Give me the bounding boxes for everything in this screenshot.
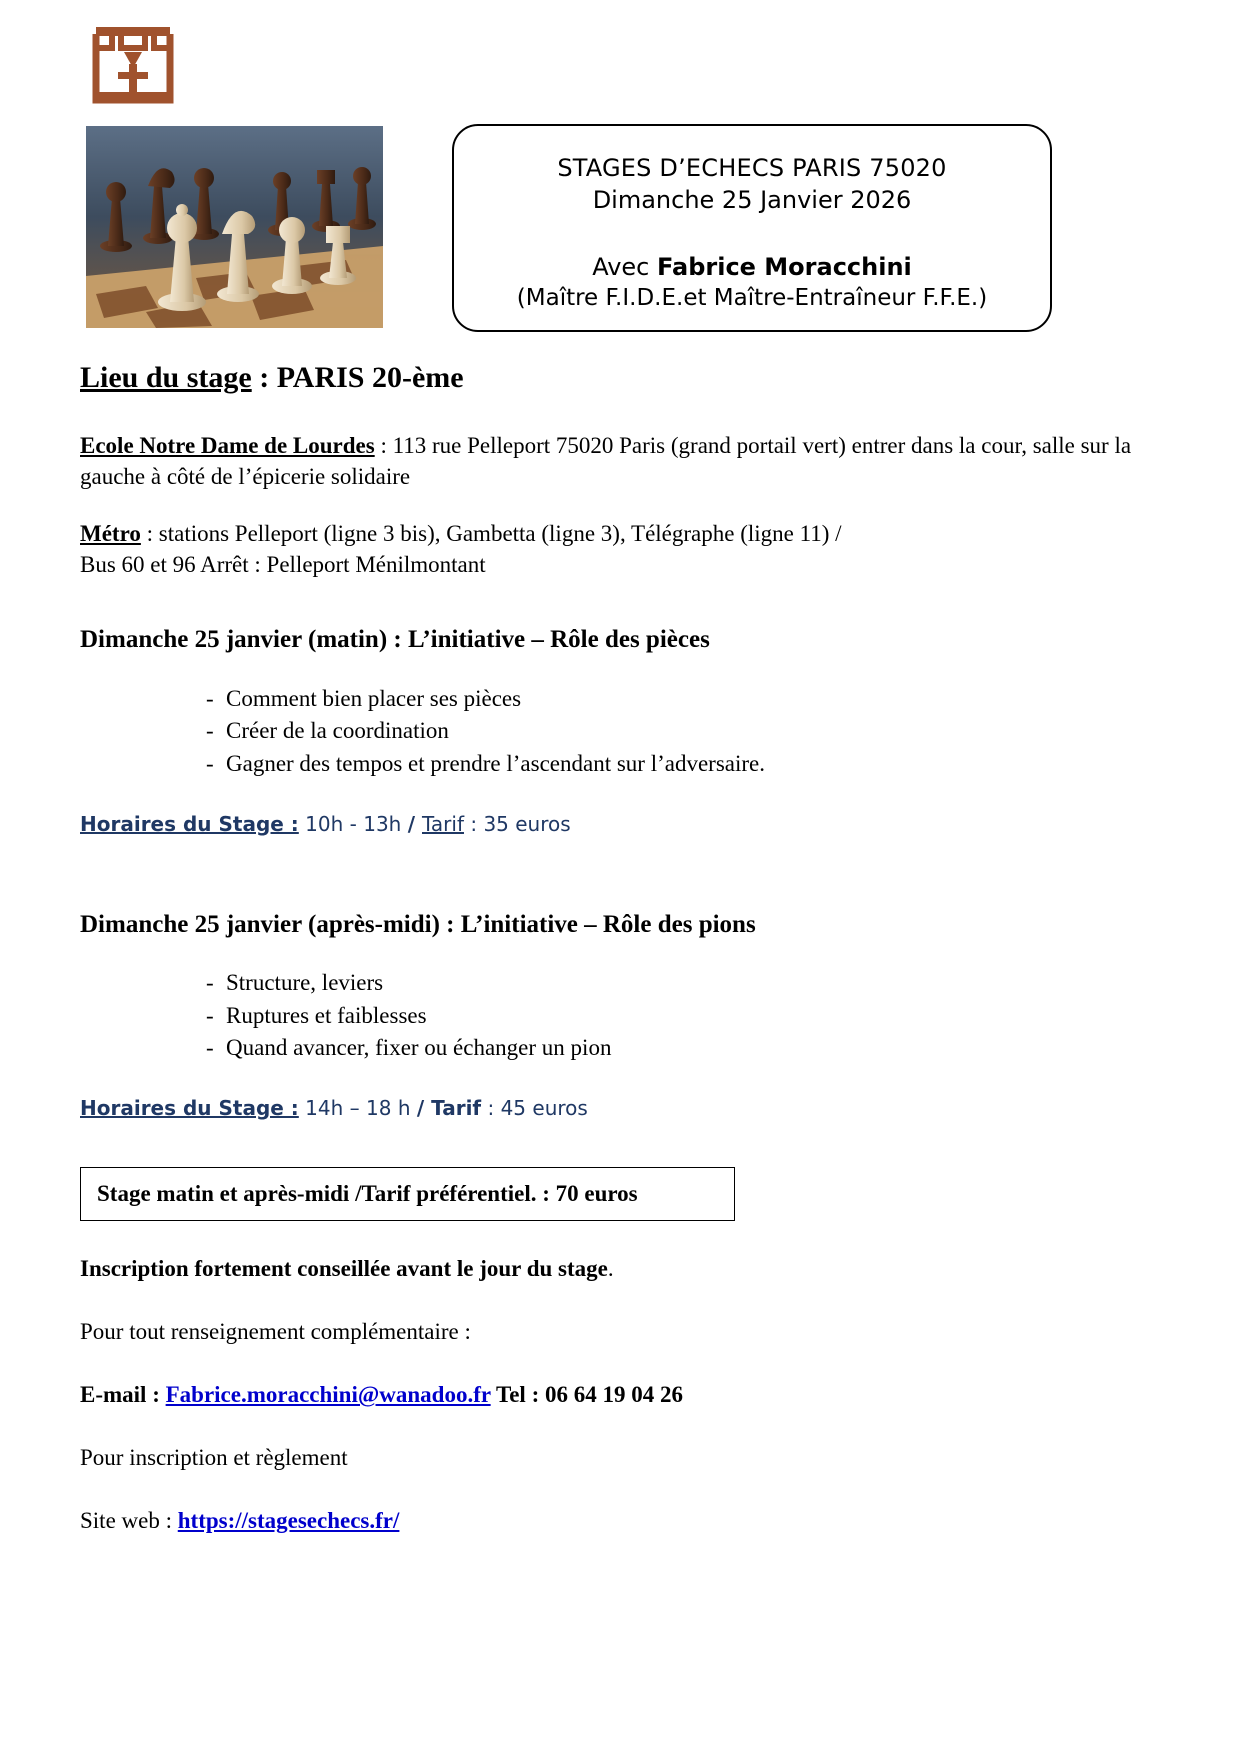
inscription-note xyxy=(80,1253,1160,1284)
tarif-value: : 45 euros xyxy=(481,1096,588,1121)
list-item: - Comment bien placer ses pièces xyxy=(198,683,1160,716)
list-item: - Ruptures et faiblesses xyxy=(198,1000,1160,1033)
address-paragraph xyxy=(80,430,1160,492)
chess-rook-logo-icon xyxy=(88,22,178,112)
title-line-1: STAGES D’ECHECS PARIS 75020 xyxy=(557,154,947,182)
schedule-value: 14h – 18 h xyxy=(298,1096,417,1121)
session-title-afternoon: Dimanche 25 janvier (après-midi) : L’initiative – Rôle des pions xyxy=(80,910,756,938)
title-line-4: (Maître F.I.D.E.et Maître-Entraîneur F.F.E.) xyxy=(516,285,988,312)
metro-text-line2: Bus 60 et 96 Arrêt : Pelleport Ménilmontant xyxy=(80,552,486,578)
title-line-2: Dimanche 25 Janvier 2026 xyxy=(592,186,912,215)
list-item: - Structure, leviers xyxy=(198,967,1160,1000)
tarif-value: : 35 euros xyxy=(463,811,571,836)
list-item: - Créer de la coordination xyxy=(198,715,1160,748)
avec-label: Avec xyxy=(592,252,658,281)
metro-text-line1: : stations Pelleport (ligne 3 bis), Gambetta (ligne 3), Télégraphe (ligne 11) / xyxy=(140,521,842,547)
schedule-label: Horaires du Stage : xyxy=(80,1096,299,1121)
website-label: Site web : xyxy=(80,1508,178,1534)
tarif-label: Tarif xyxy=(431,1096,482,1121)
email-label: E-mail : xyxy=(80,1382,166,1408)
session-bullets-afternoon xyxy=(80,967,1160,1065)
schedule-afternoon xyxy=(80,1095,1160,1121)
document-body xyxy=(80,360,1160,1536)
schedule-value: 10h - 13h xyxy=(298,811,408,836)
metro-label: Métro xyxy=(80,521,141,547)
list-item: - Gagner des tempos et prendre l’ascendant sur l’adversaire. xyxy=(198,748,1160,781)
schedule-separator: / xyxy=(416,1096,432,1121)
promo-box: Stage matin et après-midi /Tarif préférentiel. : 70 euros xyxy=(80,1167,735,1221)
website-link[interactable]: https://stagesechecs.fr/ xyxy=(177,1508,400,1534)
schedule-morning xyxy=(80,811,1160,837)
session-title-morning: Dimanche 25 janvier (matin) : L’initiative – Rôle des pièces xyxy=(80,626,710,654)
lieu-separator: : xyxy=(251,361,277,394)
list-item: - Quand avancer, fixer ou échanger un pion xyxy=(198,1032,1160,1065)
title-line-3 xyxy=(454,251,1050,283)
website-line xyxy=(80,1505,1160,1536)
title-box xyxy=(452,124,1052,332)
school-text: : 113 rue Pelleport 75020 Paris (grand portail vert) entrer dans la cour, salle sur la gauche à côté de l’épicerie solidaire xyxy=(80,433,1132,490)
lieu-value: PARIS 20-ème xyxy=(276,361,464,394)
phone-text: Tel : 06 64 19 04 26 xyxy=(490,1382,683,1408)
metro-paragraph xyxy=(80,518,1160,580)
page-title xyxy=(80,360,1160,396)
chess-pieces-photo xyxy=(86,126,383,328)
coach-name: Fabrice Moracchini xyxy=(657,252,912,281)
schedule-label: Horaires du Stage : xyxy=(80,811,299,836)
schedule-separator: / xyxy=(407,811,422,836)
tarif-label: Tarif xyxy=(422,811,464,836)
lieu-label: Lieu du stage xyxy=(80,361,252,394)
school-label: Ecole Notre Dame de Lourdes xyxy=(80,433,375,458)
renseignement-text: Pour tout renseignement complémentaire : xyxy=(80,1319,471,1345)
email-link[interactable]: Fabrice.moracchini@wanadoo.fr xyxy=(165,1382,491,1408)
email-line xyxy=(80,1379,1160,1410)
inscription-note-text: Inscription fortement conseillée avant le jour du stage xyxy=(80,1256,608,1282)
inscription-reglement-text: Pour inscription et règlement xyxy=(80,1445,348,1471)
inscription-note-end: . xyxy=(607,1256,614,1282)
session-bullets-morning xyxy=(80,683,1160,781)
